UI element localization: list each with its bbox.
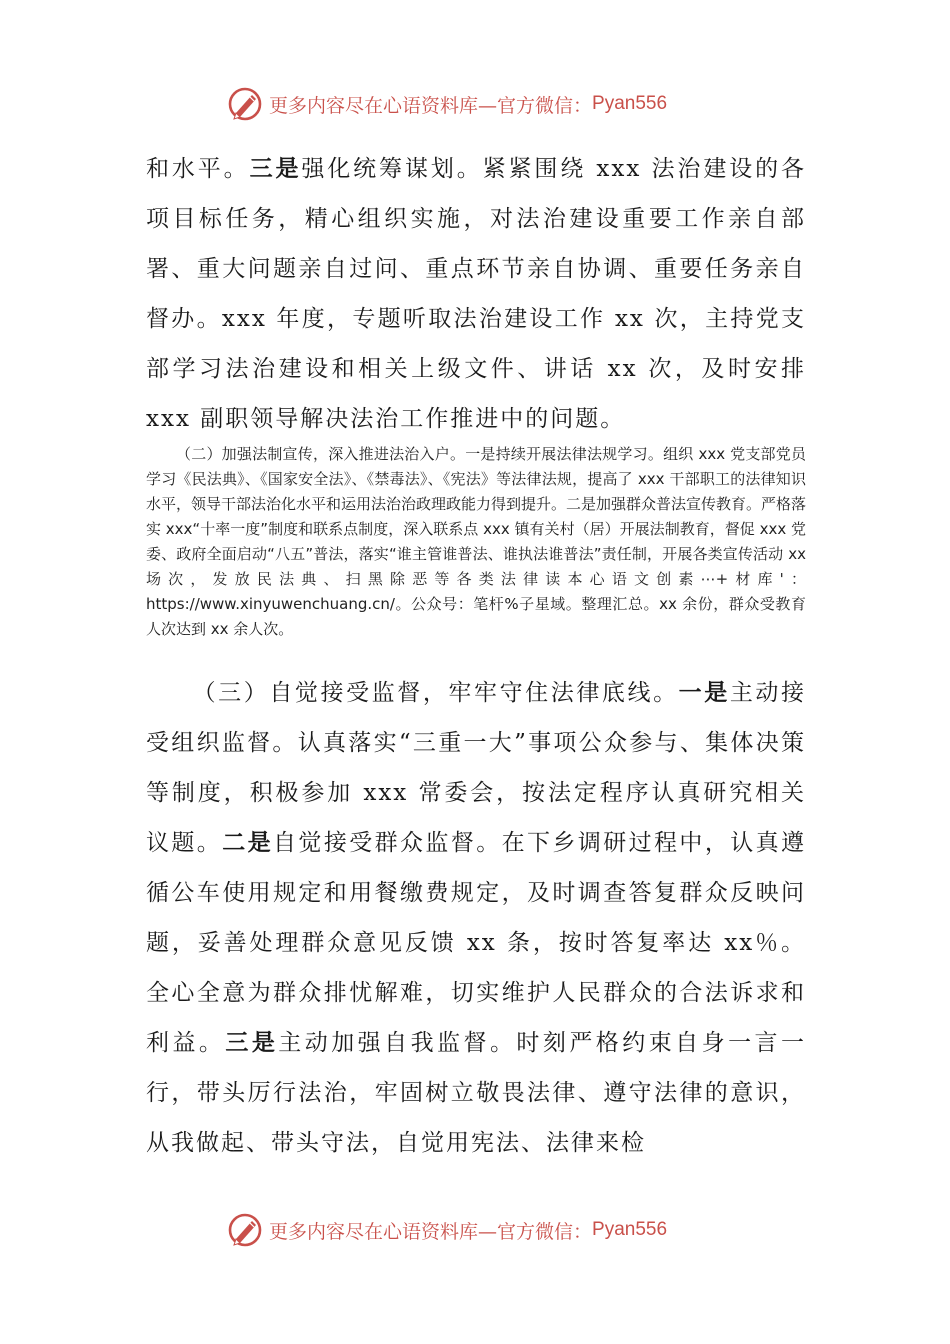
para1-keyword-sanshi: 三是 (249, 155, 302, 182)
watermark-text: 更多内容尽在心语资料库—官方微信： (269, 94, 593, 117)
pen-logo-icon (225, 84, 265, 124)
para3-keyword-sanshi: 三是 (225, 1029, 279, 1056)
watermark-wechat-id: Pyan556 (592, 1219, 668, 1240)
watermark-wechat-id: Pyan556 (592, 93, 668, 114)
para3-text-c: 主动加强自我监督。时刻严格约束自身一言一行，带头厉行法治，牢固树立敬畏法律、遵守法律的意识，从我做起、带头守法，自觉用宪法、法律来检 (146, 1030, 807, 1156)
watermark-text: 更多内容尽在心语资料库—官方微信： (269, 1220, 593, 1243)
para3-keyword-ershi: 二是 (222, 829, 274, 856)
header-watermark (225, 84, 667, 124)
paragraph-continuation (146, 144, 806, 444)
paragraph-supervision (146, 668, 806, 1168)
para3-text-a: 主动接受组织监督。认真落实“三重一大”事项公众参与、集体决策等制度，积极参加 xxx 常委会，按法定程序认真研究相关议题。 (146, 680, 807, 856)
para3-keyword-yishi: 一是 (678, 679, 730, 706)
para1-text-a: 和水平。 (146, 156, 250, 182)
footer-watermark (225, 1210, 667, 1250)
para3-text-b: 自觉接受群众监督。在下乡调研过程中，认真遵循公车使用规定和用餐缴费规定，及时调查答复群众反映问题，妥善处理群众意见反馈 xx 条，按时答复率达 xx％。全心全意为群众排忧解难，切实维护人民群众的合法诉求和利益。 (146, 830, 807, 1056)
pen-logo-icon (225, 1210, 265, 1250)
paragraph-legal-publicity: （二）加强法制宣传，深入推进法治入户。一是持续开展法律法规学习。组织 xxx 党支部党员学习《民法典》、《国家安全法》、《禁毒法》、《宪法》等法律法规，提高了 xxx 干部职工的法律知识水平，领导干部法治化水平和运用法治治政理政能力得到提升。二是加强群众普法宣传教育。严格落实 xxx“十率一度”制度和联系点制度，深入联系点 xxx 镇有关村（居）开展法制教育，督促 xxx 党委、政府全面启动“八五”普法，落实“谁主管谁普法、谁执法谁普法”责任制，开展各类宣传活动 xx 场次，发放民法典、扫黑除恶等各类法律读本心语文创素⋯+材库'：https://www.xinyuwenchuang.cn/。公众号：笔杆%子星域。整理汇总。xx 余份，群众受教育人次达到 xx 余人次。 (146, 445, 807, 638)
para3-heading: （三）自觉接受监督，牢牢守住法律底线。 (192, 680, 679, 706)
para1-text-b: 强化统筹谋划。紧紧围绕 xxx 法治建设的各项目标任务，精心组织实施，对法治建设重要工作亲自部署、重大问题亲自过问、重点环节亲自协调、重要任务亲自督办。xxx 年度，专题听取法治建设工作 xx 次，主持党支部学习法治建设和相关上级文件、讲话 xx 次，及时安排 xxx 副职领导解决法治工作推进中的问题。 (146, 156, 807, 432)
